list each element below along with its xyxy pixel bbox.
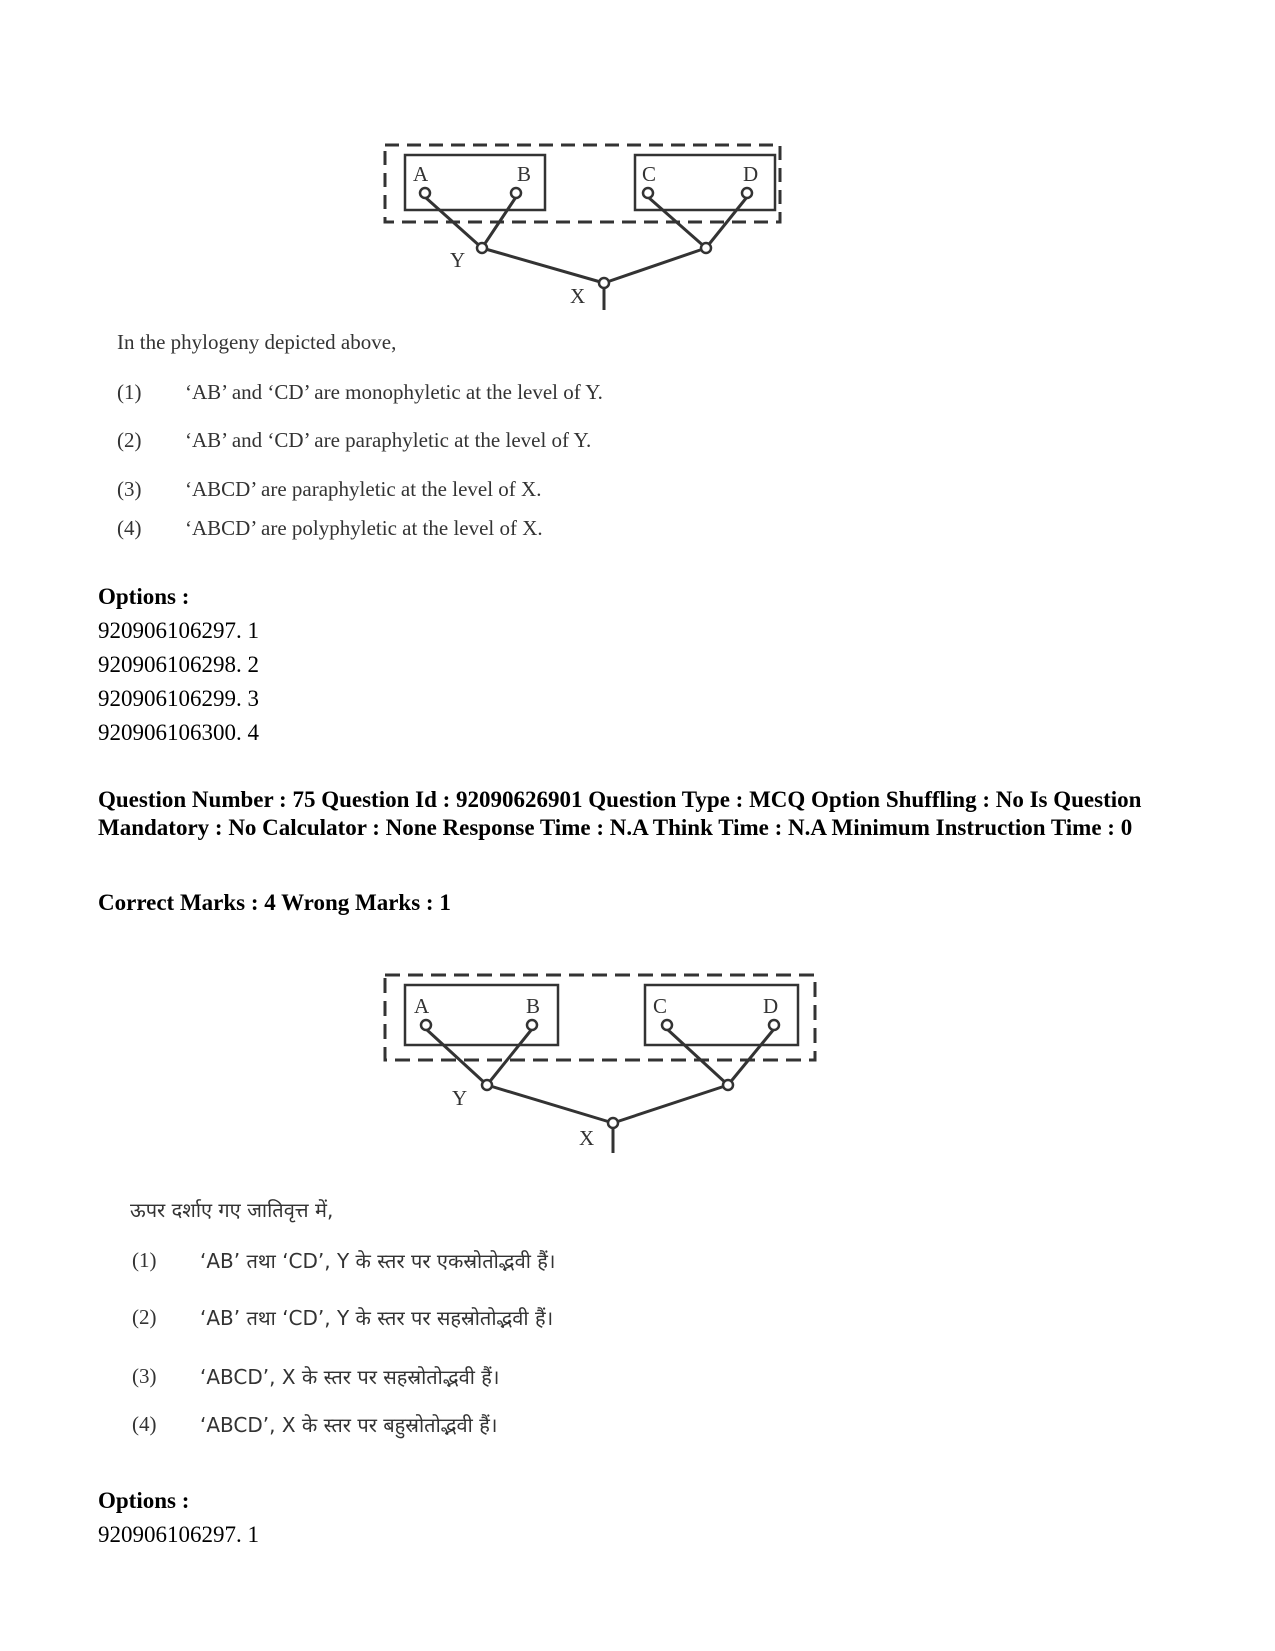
question-stem: In the phylogeny depicted above, (117, 330, 397, 354)
node-label-x: X (570, 284, 586, 308)
choice-number-1: (1) (132, 1248, 157, 1272)
choice-number-2: (2) (132, 1305, 157, 1329)
outer-dashed-box (385, 975, 815, 1060)
leaf-label-a: A (413, 162, 429, 186)
choice-number-1: (1) (117, 380, 142, 404)
choice-text-2: ‘AB’ तथा ‘CD’, Y के स्तर पर सहस्रोतोद्भवी हैं। (200, 1306, 554, 1330)
choice-text-3: ‘ABCD’, X के स्तर पर सहस्रोतोद्भवी हैं। (200, 1365, 500, 1389)
question-stem-hindi: ऊपर दर्शाए गए जातिवृत्त में, (130, 1198, 334, 1222)
leaf-label-c: C (642, 162, 657, 186)
choice-number-4: (4) (117, 516, 142, 540)
choice-number-3: (3) (117, 477, 142, 501)
options-heading: Options : (98, 584, 190, 609)
choice-number-2: (2) (117, 428, 142, 452)
leaf-label-b: B (517, 162, 532, 186)
node-label-x: X (579, 1126, 595, 1150)
leaf-label-a: A (414, 994, 430, 1018)
options-heading: Options : (98, 1488, 190, 1513)
choice-text-1: ‘AB’ and ‘CD’ are monophyletic at the level of Y. (185, 380, 603, 404)
choice-text-2: ‘AB’ and ‘CD’ are paraphyletic at the level of Y. (185, 428, 592, 452)
option-id-2: 920906106298. 2 (98, 652, 259, 677)
phylogeny-diagram-q74 (370, 135, 800, 315)
choice-text-4: ‘ABCD’ are polyphyletic at the level of X. (185, 516, 543, 540)
choice-number-4: (4) (132, 1412, 157, 1436)
phylogeny-diagram-q75 (370, 963, 830, 1163)
option-id-4: 920906106300. 4 (98, 720, 259, 745)
leaf-label-c: C (653, 994, 668, 1018)
leaf-label-d: D (743, 162, 759, 186)
option-id-1: 920906106297. 1 (98, 618, 259, 643)
question-marks: Correct Marks : 4 Wrong Marks : 1 (98, 890, 451, 915)
choice-text-3: ‘ABCD’ are paraphyletic at the level of X. (185, 477, 542, 501)
option-id-3: 920906106299. 3 (98, 686, 259, 711)
option-id-1: 920906106297. 1 (98, 1522, 259, 1547)
choice-number-3: (3) (132, 1364, 157, 1388)
leaf-label-d: D (763, 994, 779, 1018)
node-label-y: Y (450, 248, 466, 272)
question-meta: Question Number : 75 Question Id : 92090626901 Question Type : MCQ Option Shuffling : No Is Question Mandatory : No Calculator : None Response Time : N.A Think Time : N.A Minimum Instruction Time : 0 (98, 787, 1142, 840)
node-label-y: Y (452, 1086, 468, 1110)
choice-text-1: ‘AB’ तथा ‘CD’, Y के स्तर पर एकस्रोतोद्भवी हैं। (200, 1249, 556, 1273)
choice-text-4: ‘ABCD’, X के स्तर पर बहुस्रोतोद्भवी हैं। (200, 1413, 498, 1437)
leaf-label-b: B (526, 994, 541, 1018)
